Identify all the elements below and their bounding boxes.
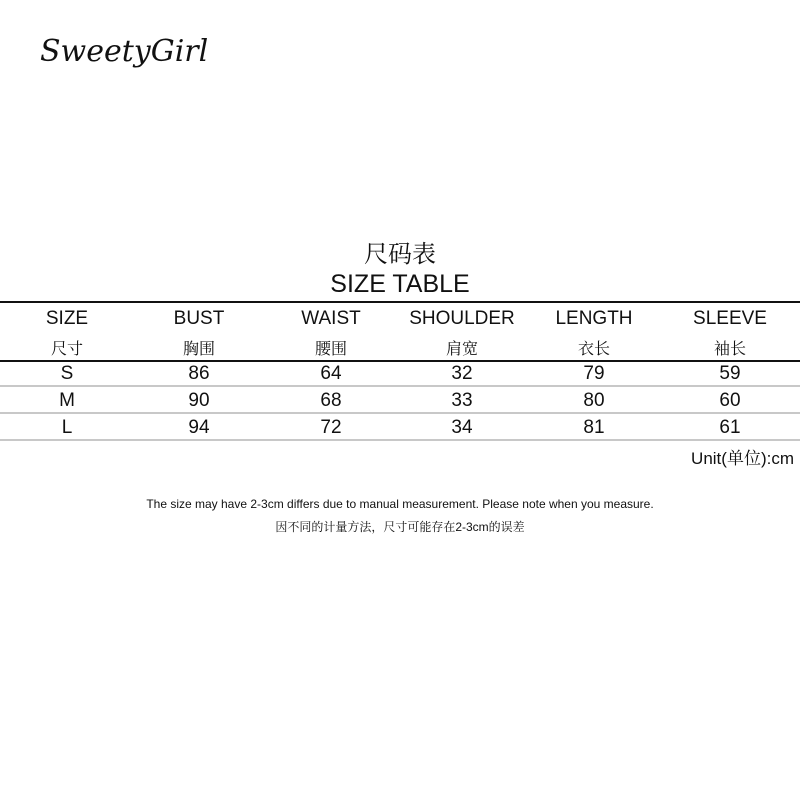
cell-shoulder: 34 [451, 417, 473, 438]
header-sleeve-cn: 袖长 [713, 341, 746, 358]
header-bust: BUST [173, 308, 225, 329]
cell-length: 80 [583, 390, 605, 411]
header-waist: WAIST [301, 308, 361, 329]
header-length-cn: 衣长 [577, 341, 610, 358]
header-size-cn: 尺寸 [50, 341, 83, 358]
cell-sleeve: 59 [719, 363, 741, 384]
table-top-rule [0, 301, 800, 303]
cell-waist: 64 [320, 363, 342, 384]
row-divider [0, 412, 800, 414]
cell-length: 79 [583, 363, 605, 384]
measurement-note-en: The size may have 2-3cm differs due to manual measurement. Please note when you measure. [146, 497, 654, 511]
unit-label: Unit(单位):cm [691, 449, 794, 468]
page-title-en: SIZE TABLE [330, 270, 470, 298]
header-waist-cn: 腰围 [314, 341, 347, 358]
header-shoulder: SHOULDER [409, 308, 515, 329]
header-shoulder-cn: 肩宽 [445, 341, 478, 358]
cell-shoulder: 33 [451, 390, 473, 411]
cell-size: M [59, 390, 75, 411]
cell-waist: 68 [320, 390, 342, 411]
header-length: LENGTH [555, 308, 633, 329]
measurement-note-cn: 因不同的计量方法，尺寸可能存在2-3cm的误差 [275, 520, 525, 534]
brand-logo: SweetyGirl [40, 34, 209, 69]
header-sleeve: SLEEVE [693, 308, 767, 329]
cell-bust: 94 [188, 417, 210, 438]
cell-sleeve: 60 [719, 390, 741, 411]
cell-bust: 90 [188, 390, 210, 411]
table-header-rule [0, 360, 800, 362]
cell-shoulder: 32 [451, 363, 473, 384]
page-title-cn: 尺码表 [364, 241, 436, 268]
cell-length: 81 [583, 417, 605, 438]
cell-waist: 72 [320, 417, 342, 438]
header-bust-cn: 胸围 [182, 341, 215, 358]
cell-size: S [60, 363, 74, 384]
row-divider [0, 439, 800, 441]
cell-sleeve: 61 [719, 417, 741, 438]
cell-size: L [61, 417, 73, 438]
cell-bust: 86 [188, 363, 210, 384]
row-divider [0, 385, 800, 387]
header-size: SIZE [45, 308, 89, 329]
